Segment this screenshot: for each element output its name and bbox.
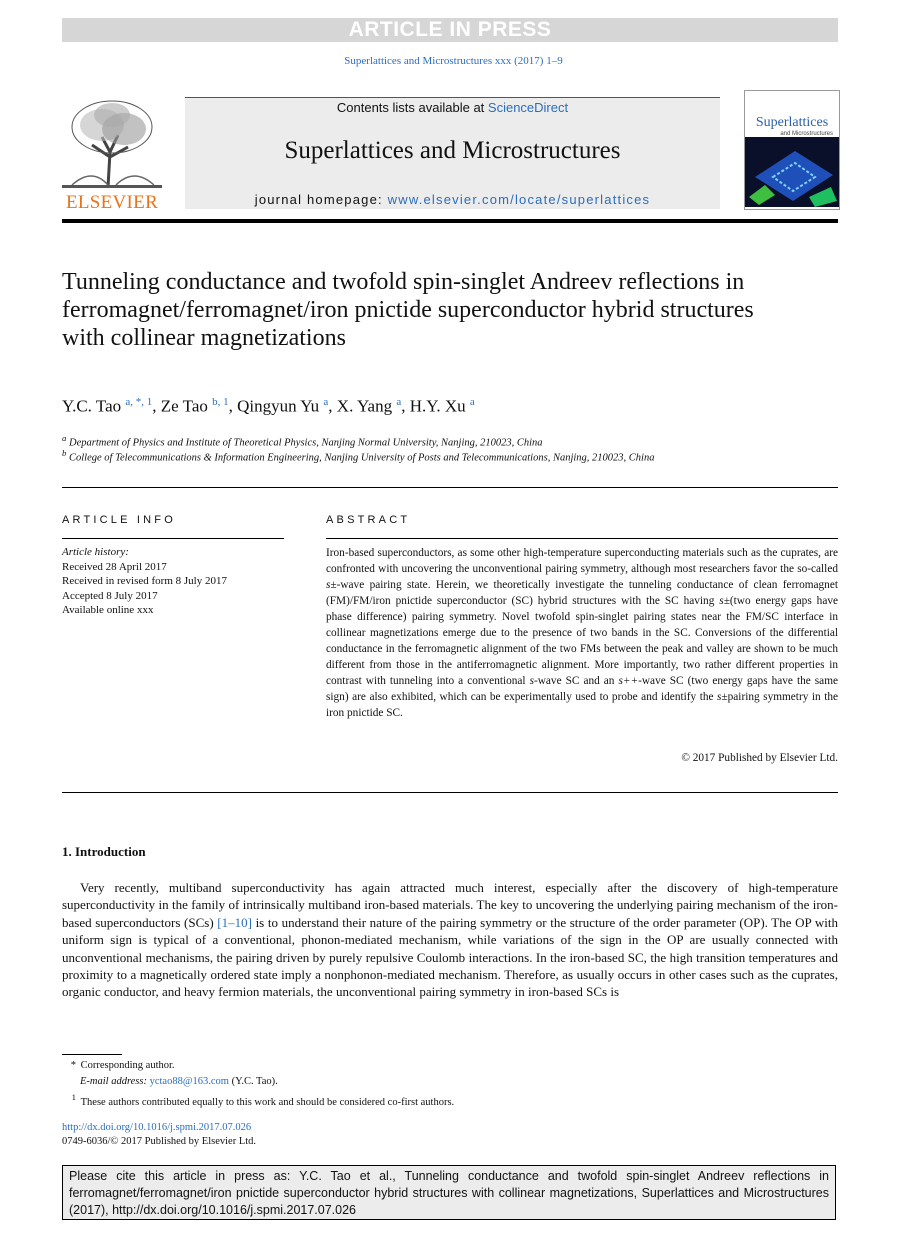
symbol-s-pm: s± — [717, 691, 728, 703]
history-label: Article history: — [62, 546, 129, 558]
abstract-text: (two energy gaps have phase difference) pairing symmetry. Novel twofold spin-singlet pairing states near the FM/SC interface in collinear magnetizations emerge due to the presence of two bands in the SC. Conversions of the differential conductance in the ferromagnetic alignment of the two FMs between the peak and valley are shown to be much different from those in the antiferromagnetic alignment. More importantly, two rather different properties in contrast with tunneling into a conventional — [326, 595, 838, 687]
article-info-rule — [62, 538, 284, 539]
author-affiliation-marks[interactable]: a — [396, 396, 402, 408]
footnote-email — [80, 1075, 780, 1089]
email-label: E-mail address: — [80, 1076, 150, 1087]
author-name: Qingyun Yu — [237, 396, 320, 416]
author-name: H.Y. Xu — [409, 396, 466, 416]
footnote-text: These authors contributed equally to this work and should be considered co-first authors. — [80, 1096, 455, 1108]
cover-title: Superlattices — [755, 115, 829, 130]
elsevier-wordmark: ELSEVIER — [65, 192, 159, 213]
citation-box: Please cite this article in press as: Y.C. Tao et al., Tunneling conductance and twofold spin-singlet Andreev reflections in ferromagnet/ferromagnet/iron pnictide superconductor hybrid structures with collinear magnetizations, Superlattices and Microstructures (2017), http://dx.doi.org/10.1016/j.spmi.2017.07.026 — [62, 1165, 836, 1220]
contents-line — [185, 100, 720, 115]
article-title: Tunneling conductance and twofold spin-singlet Andreev reflections in ferromagnet/ferromagnet/iron pnictide superconductor hybrid structures with collinear magnetizations — [62, 269, 754, 351]
footnote-corresponding — [62, 1059, 762, 1073]
affiliation-text: College of Telecommunications & Information Engineering, Nanjing University of Posts and Telecommunications, Nanjing, 210023, China — [69, 452, 655, 464]
history-accepted: Accepted 8 July 2017 — [62, 589, 158, 602]
issn-line: 0749-6036/© 2017 Published by Elsevier Ltd. — [62, 1136, 257, 1147]
author-affiliation-marks[interactable]: b, 1 — [212, 396, 229, 408]
author-list: Y.C. Tao $^{a, *, 1}$, Ze Tao $^{b, 1}$, Qingyun Yu $^a$, X. Yang $^a$, H.Y. Xu $^a$ — [62, 396, 475, 416]
history-online: Available online xxx — [62, 604, 154, 616]
homepage-prefix: journal homepage: — [254, 192, 388, 207]
journal-reference-link[interactable]: Superlattices and Microstructures xxx (2017) 1–9 — [344, 55, 563, 67]
abstract-text: -wave pairing state. Herein, we theoretically investigate the tunneling conductance of clean ferromagnet (FM)/FM/iron pnictide superconductor (SC) hybrid structures with the SC having — [326, 579, 838, 607]
symbol-s: s — [529, 675, 534, 687]
header-rule — [62, 219, 838, 223]
author-name: Ze Tao — [160, 396, 208, 416]
doi-text[interactable]: http://dx.doi.org/10.1016/j.spmi.2017.07.026 — [62, 1122, 252, 1133]
abstract-text: -wave SC (two energy gaps have the same sign) are also exhibited, which can be experimentally used to probe and identify the — [326, 675, 838, 703]
abstract-copyright: © 2017 Published by Elsevier Ltd. — [681, 752, 838, 764]
intro-text: Very recently, multiband superconductivity has again attracted much interest, especially after the discovery of high-temperature superconductivity in the family of intrinsically multiband iron-based materials. The key to uncovering the underlying pairing mechanism of the iron-based superconductors (SCs) — [62, 880, 838, 930]
journal-title: Superlattices and Microstructures — [284, 137, 621, 164]
introduction-heading: 1. Introduction — [62, 844, 146, 859]
affiliation-text: Department of Physics and Institute of Theoretical Physics, Nanjing Normal University, Nanjing, 210023, China — [69, 437, 543, 449]
doi-link[interactable] — [62, 1121, 762, 1135]
reference-link[interactable]: [1–10] — [217, 914, 252, 930]
homepage-link[interactable]: www.elsevier.com/locate/superlattices — [387, 192, 651, 207]
article-info-heading: ARTICLE INFO — [62, 514, 176, 526]
symbol-s-pm: s± — [326, 579, 337, 591]
intro-text: is to understand their nature of the pairing symmetry or the structure of the order parameter (OP). The OP with uniform sign is typical of a conventional, phonon-mediated mechanism, while variations of the sign in the OP are usually connected with unconventional mechanisms, the pairing driven by purely repulsive Coulomb interactions. In the iron-based SC, the high transition temperatures and proximity to a magnetically ordered state imply a nonphonon-mediated mechanism. Therefore, as usually occurs in other cases such as the cuprates, organic conductor, and heavy fermion materials, the unconventional pairing symmetry in iron-based SCs is — [62, 914, 839, 1000]
history-received: Received 28 April 2017 — [62, 560, 167, 573]
article-history — [62, 545, 292, 618]
symbol-s-pm: s± — [719, 595, 730, 607]
article-in-press-banner: ARTICLE IN PRESS — [62, 18, 838, 42]
elsevier-logo — [62, 97, 162, 213]
footnote-mark: 1 — [71, 1092, 76, 1102]
authors-divider — [62, 487, 838, 488]
abstract-rule — [326, 538, 838, 539]
sciencedirect-link[interactable]: ScienceDirect — [487, 100, 569, 115]
cover-artwork-icon — [745, 137, 839, 207]
affiliation-mark: a — [62, 433, 67, 443]
contents-prefix: Contents lists available at — [336, 100, 488, 115]
symbol-s-pp: s++ — [618, 675, 639, 687]
email-suffix: (Y.C. Tao). — [228, 1076, 278, 1087]
abstract-text: pairing symmetry in the iron pnictide SC. — [326, 691, 838, 719]
author-name: X. Yang — [336, 396, 393, 416]
abstract-body — [326, 545, 838, 721]
footnote-mark: * — [70, 1060, 76, 1071]
journal-homepage-line — [185, 192, 720, 207]
email-link[interactable]: yctao88@163.com — [149, 1076, 229, 1087]
abstract-divider — [62, 792, 838, 793]
affiliation-mark: b — [62, 448, 67, 458]
footnote-text: Corresponding author. — [80, 1060, 175, 1071]
abstract-heading: ABSTRACT — [326, 514, 411, 526]
footnote-rule — [62, 1054, 122, 1055]
author-name: Y.C. Tao — [62, 396, 122, 416]
abstract-text: Iron-based superconductors, as some other high-temperature superconducting materials such as the cuprates, are confronted with uncovering the unconventional pairing symmetry, although most researchers favor the so-called — [326, 547, 838, 575]
introduction-paragraph — [62, 879, 838, 1001]
affiliation-b — [62, 446, 722, 466]
abstract-text: -wave SC and an — [534, 675, 619, 687]
journal-cover-image — [744, 90, 840, 210]
author-affiliation-marks[interactable]: a — [469, 396, 475, 408]
elsevier-tree-icon — [62, 97, 162, 189]
footnote-equal-contribution — [62, 1090, 762, 1110]
history-revised: Received in revised form 8 July 2017 — [62, 575, 227, 587]
author-affiliation-marks[interactable]: a — [323, 396, 329, 408]
cover-subtitle: and Microstructures — [780, 131, 833, 137]
author-affiliation-marks[interactable]: a, *, 1 — [125, 396, 153, 408]
